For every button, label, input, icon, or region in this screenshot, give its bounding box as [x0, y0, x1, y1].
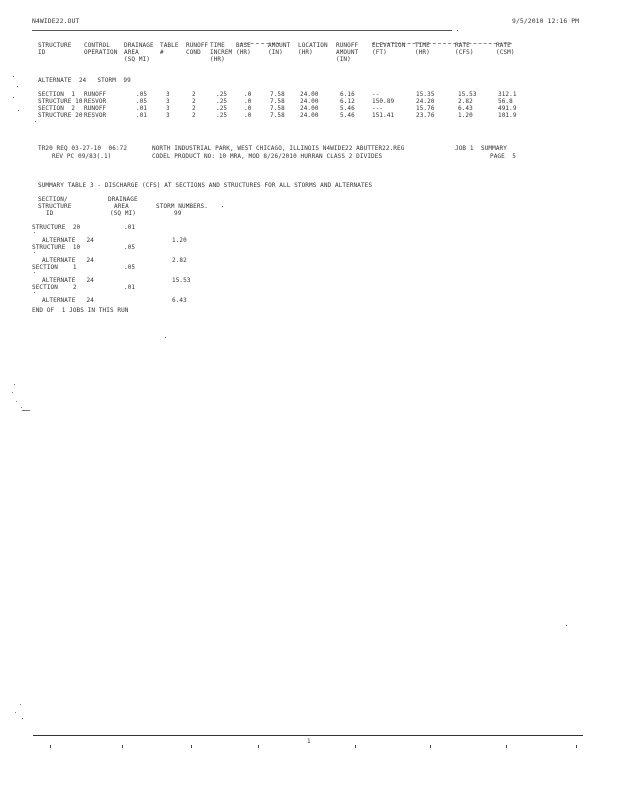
summary-col3-l1: STORM NUMBERS. [156, 203, 208, 210]
table1-cell: 15.35 [416, 91, 435, 98]
summary-area: .05 [124, 264, 136, 271]
table1-cell: 24.20 [416, 98, 435, 105]
table1-cell: STRUCTURE 20 [38, 112, 83, 119]
summary-structure-id: STRUCTURE 10 [32, 244, 81, 251]
job-line2-mid: CODEL PRODUCT NO: 10 MRA, MOD 8/26/2010 HURRAN CLASS 2 DIVIDES [152, 153, 383, 160]
table1-cell: 2 [192, 105, 196, 112]
table1-col-header: # [160, 49, 164, 56]
summary-alternate: ALTERNATE 24 [42, 237, 94, 244]
table1-col-header: DRAINAGE [124, 42, 154, 49]
table1-cell: 3 [166, 105, 170, 112]
table1-cell: -- [372, 91, 380, 98]
table1-col-header: (IN) [268, 49, 283, 56]
speck [18, 110, 19, 111]
table1-cell: .05 [136, 91, 148, 98]
speck [20, 704, 21, 705]
table1-cell: .0 [244, 112, 252, 119]
summary-col3-l2: 99 [174, 210, 182, 217]
table1-cell: SECTION 1 [38, 91, 76, 98]
table1-col-header: (SQ MI) [124, 56, 150, 63]
table1-cell: 56.8 [498, 98, 513, 105]
table1-cell: .05 [136, 98, 148, 105]
table1-cell: SECTION 2 [38, 105, 76, 112]
table1-cell: 7.58 [270, 98, 285, 105]
table1-cell: 23.76 [416, 112, 435, 119]
table1-cell: .25 [216, 91, 228, 98]
table1-col-header: (HR) [298, 49, 313, 56]
table1-cell: .0 [244, 91, 252, 98]
table1-cell: 151.41 [372, 112, 395, 119]
table1-col-header: OPERATION [84, 49, 118, 56]
end-of-run-line: END OF 1 JOBS IN THIS RUN [32, 307, 129, 314]
speck [16, 401, 17, 402]
summary-discharge-value: 15.53 [172, 277, 191, 284]
footer-rule [33, 735, 583, 736]
table1-col-header: (CFS) [455, 49, 474, 56]
speck [34, 272, 35, 273]
speck [22, 718, 23, 719]
table1-cell: 15.76 [416, 105, 435, 112]
job-line2-left: REV PC 09/83(.1) [52, 153, 112, 160]
table1-cell: 7.58 [270, 112, 285, 119]
speck [15, 712, 16, 713]
summary-alternate: ALTERNATE 24 [42, 297, 94, 304]
speck [34, 232, 35, 233]
speck [566, 625, 567, 626]
table1-cell: RESVOR [84, 98, 107, 105]
footer-tick [355, 745, 356, 748]
scan-mark [22, 410, 30, 411]
table1-col-header: RATE [455, 42, 470, 49]
table1-cell: 5.46 [340, 105, 355, 112]
summary-area: .01 [124, 224, 136, 231]
summary-alternate: ALTERNATE 24 [42, 257, 94, 264]
table1-cell: RUNOFF [84, 105, 107, 112]
footer-tick [430, 745, 431, 748]
table1-cell: RESVOR [84, 112, 107, 119]
table1-col-header: ELEVATION [372, 42, 406, 49]
summary-col2-l1: DRAINAGE [108, 196, 138, 203]
page-marker: 1 [307, 738, 311, 745]
table1-cell: .25 [216, 98, 228, 105]
summary-col1-l2: STRUCTURE [38, 203, 72, 210]
table1-cell: 491.9 [498, 105, 517, 112]
summary-col2-l2: AREA [114, 203, 129, 210]
table1-col-header: STRUCTURE [38, 42, 72, 49]
speck [222, 206, 223, 207]
table1-col-header: CONTROL [84, 42, 110, 49]
table1-cell: 24.00 [300, 91, 319, 98]
speck [35, 121, 36, 122]
table1-col-header: INCREM [210, 49, 233, 56]
summary-area: .01 [124, 284, 136, 291]
table1-cell: 15.53 [458, 91, 477, 98]
table1-col-header: (HR) [236, 49, 251, 56]
job-line1-right: JOB 1 SUMMARY [455, 145, 507, 152]
speck [12, 392, 13, 393]
table1-cell: .25 [216, 112, 228, 119]
table1-cell: .0 [244, 105, 252, 112]
table1-col-header: TIME [415, 42, 430, 49]
speck [14, 384, 15, 385]
table1-cell: 7.58 [270, 105, 285, 112]
table1-cell: .0 [244, 98, 252, 105]
speck [13, 97, 14, 98]
summary-discharge-value: 2.82 [172, 257, 187, 264]
table1-cell: 3 [166, 91, 170, 98]
table1-col-header: AMOUNT [336, 49, 359, 56]
speck [13, 76, 14, 77]
speck [34, 252, 35, 253]
table1-cell: 101.9 [498, 112, 517, 119]
table1-col-header: (IN) [336, 56, 351, 63]
table1-cell: STRUCTURE 10 [38, 98, 83, 105]
speck [21, 407, 22, 408]
table1-cell: 3 [166, 98, 170, 105]
summary-structure-id: SECTION 1 [32, 264, 77, 271]
table1-cell: .01 [136, 105, 148, 112]
table1-cell: RUNOFF [84, 91, 107, 98]
speck [165, 337, 166, 338]
job-line2-right: PAGE 5 [490, 153, 516, 160]
speck [457, 30, 458, 31]
summary-col1-l1: SECTION/ [38, 196, 68, 203]
summary-structure-id: SECTION 2 [32, 284, 77, 291]
job-line1-mid: NORTH INDUSTRIAL PARK, WEST CHICAGO, ILLINOIS N4WIDE22 ABUTTER22.REG [152, 145, 405, 152]
table1-cell: 7.58 [270, 91, 285, 98]
table1-col-header: TIME [210, 42, 225, 49]
summary-area: .05 [124, 244, 136, 251]
summary-discharge-value: 1.20 [172, 237, 187, 244]
table1-cell: 24.00 [300, 98, 319, 105]
footer-tick [191, 745, 192, 748]
table1-cell: 2 [192, 112, 196, 119]
footer-tick [258, 745, 259, 748]
table1-col-header: COND [186, 49, 201, 56]
table1-col-header: (FT) [372, 49, 387, 56]
summary-structure-id: STRUCTURE 20 [32, 224, 81, 231]
table1-cell: 24.00 [300, 112, 319, 119]
table1-col-header: (HR) [210, 56, 225, 63]
table1-col-header: (CSM) [496, 49, 515, 56]
summary-title: SUMMARY TABLE 3 - DISCHARGE (CFS) AT SECTIONS AND STRUCTURES FOR ALL STORMS AND ALTERNATES [38, 182, 373, 189]
summary-discharge-value: 6.43 [172, 297, 187, 304]
footer-tick [122, 745, 123, 748]
table1-col-header: RATE [496, 42, 511, 49]
table1-col-header: AREA [124, 49, 139, 56]
table1-cell: 1.20 [458, 112, 473, 119]
table1-col-header: RUNOFF [186, 42, 209, 49]
alternate-storm-label: ALTERNATE 24 STORM 99 [38, 77, 131, 84]
file-name: N4WIDE22.OUT [32, 17, 80, 25]
footer-tick [506, 745, 507, 748]
table1-cell: 6.16 [340, 91, 355, 98]
footer-tick [576, 745, 577, 748]
speck [17, 86, 18, 87]
table1-cell: .01 [136, 112, 148, 119]
footer-tick [50, 745, 51, 748]
summary-alternate: ALTERNATE 24 [42, 277, 94, 284]
table1-cell: 2 [192, 98, 196, 105]
table1-cell: 3 [166, 112, 170, 119]
summary-col2-l3: (SQ MI) [110, 210, 136, 217]
table1-col-header: LOCATION [298, 42, 328, 49]
table1-cell: 24.00 [300, 105, 319, 112]
speck [34, 292, 35, 293]
table1-col-header: AMOUNT [268, 42, 291, 49]
table1-cell: .25 [216, 105, 228, 112]
table1-cell: 6.43 [458, 105, 473, 112]
header-rule [32, 30, 452, 31]
table1-col-header: ID [38, 49, 46, 56]
table1-cell: 150.89 [372, 98, 395, 105]
table1-cell: 6.12 [340, 98, 355, 105]
table1-cell: 2 [192, 91, 196, 98]
table1-cell: --- [372, 105, 384, 112]
job-line1-left: TR20 REQ 03-27-10 06:72 [38, 145, 128, 152]
summary-col1-l3: ID [46, 210, 54, 217]
table1-col-header: (HR) [415, 49, 430, 56]
table1-col-header: RUNOFF [336, 42, 359, 49]
table1-cell: 5.46 [340, 112, 355, 119]
table1-cell: 312.1 [498, 91, 517, 98]
table1-col-header: TABLE [160, 42, 179, 49]
table1-col-header: BASE [236, 42, 251, 49]
print-datetime: 9/5/2010 12:16 PM [512, 17, 580, 25]
table1-cell: 2.82 [458, 98, 473, 105]
